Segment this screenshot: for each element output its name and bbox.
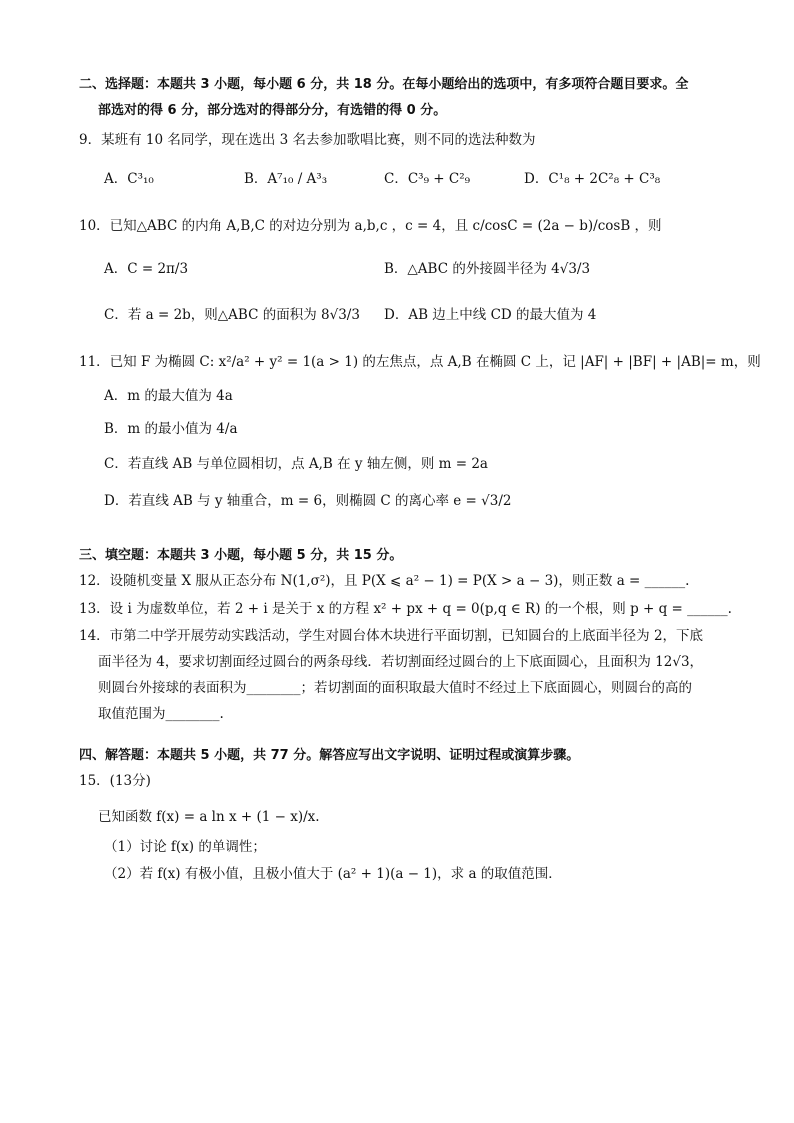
q11-stem: 11．已知 F 为椭圆 C: x²/a² + y² = 1(a > 1) 的左焦点，点 A,B 在椭圆 C 上，记 |AF| + |BF| + |AB|= m，则 xyxy=(79,354,761,370)
q11-option-d: D．若直线 AB 与 y 轴重合，m = 6，则椭圆 C 的离心率 e = √3/2 xyxy=(104,493,512,509)
q9-stem: 9．某班有 10 名同学，现在选出 3 名去参加歌唱比赛，则不同的选法种数为 xyxy=(79,132,536,148)
q15-part2: （2）若 f(x) 有极小值，且极小值大于 (a² + 1)(a − 1)，求 a 的取值范围． xyxy=(104,866,562,882)
section2-heading-line1: 二、选择题：本题共 3 小题，每小题 6 分，共 18 分。在每小题给出的选项中，有多项符合题目要求。全 xyxy=(79,77,689,92)
q10-option-c: C．若 a = 2b，则△ABC 的面积为 8√3/3 xyxy=(104,307,360,323)
q9-option-a: A．C³₁₀ xyxy=(104,171,154,187)
q15-part1: （1）讨论 f(x) 的单调性； xyxy=(104,839,266,855)
q10-option-d: D．AB 边上中线 CD 的最大值为 4 xyxy=(384,307,597,323)
q14-line2: 面半径为 4，要求切割面经过圆台的两条母线．若切割面经过圆台的上下底面圆心，且面积为 12√3， xyxy=(98,654,704,670)
q9-option-b: B．A⁷₁₀ / A³₃ xyxy=(244,171,328,187)
q12-text: 12．设随机变量 X 服从正态分布 N(1,σ²)，且 P(X ⩽ a² − 1) = P(X > a − 3)，则正数 a = ______. xyxy=(79,573,690,589)
q11-option-b: B．m 的最小值为 4/a xyxy=(104,421,238,437)
q11-option-a: A．m 的最大值为 4a xyxy=(104,388,233,404)
q15-title: 15．(13分) xyxy=(79,773,151,789)
section2-heading-line2: 部选对的得 6 分，部分选对的得部分分，有选错的得 0 分。 xyxy=(98,103,447,118)
q9-option-c: C．C³₉ + C²₉ xyxy=(384,171,471,187)
q10-option-b: B．△ABC 的外接圆半径为 4√3/3 xyxy=(384,261,591,277)
q15-given: 已知函数 f(x) = a ln x + (1 − x)/x. xyxy=(98,809,320,825)
q11-option-c: C．若直线 AB 与单位圆相切，点 A,B 在 y 轴左侧，则 m = 2a xyxy=(104,456,488,472)
q10-stem: 10．已知△ABC 的内角 A,B,C 的对边分别为 a,b,c ，c = 4，且 c/cosC = (2a − b)/cosB ，则 xyxy=(79,218,662,234)
q9-option-d: D．C¹₈ + 2C²₈ + C³₈ xyxy=(524,171,661,187)
q14-line4: 取值范围为________. xyxy=(98,706,224,722)
section4-heading: 四、解答题：本题共 5 小题，共 77 分。解答应写出文字说明、证明过程或演算步骤。 xyxy=(79,748,580,763)
q10-option-a: A．C = 2π/3 xyxy=(104,261,189,277)
q14-line3: 则圆台外接球的表面积为________；若切割面的面积取最大值时不经过上下底面圆心，则圆台的高的 xyxy=(98,680,692,696)
q13-text: 13．设 i 为虚数单位，若 2 + i 是关于 x 的方程 x² + px + q = 0(p,q ∈ R) 的一个根，则 p + q = ______. xyxy=(79,601,732,617)
q14-line1: 14．市第二中学开展劳动实践活动，学生对圆台体木块进行平面切割，已知圆台的上底面半径为 2，下底 xyxy=(79,628,704,644)
section3-heading: 三、填空题：本题共 3 小题，每小题 5 分，共 15 分。 xyxy=(79,548,403,563)
